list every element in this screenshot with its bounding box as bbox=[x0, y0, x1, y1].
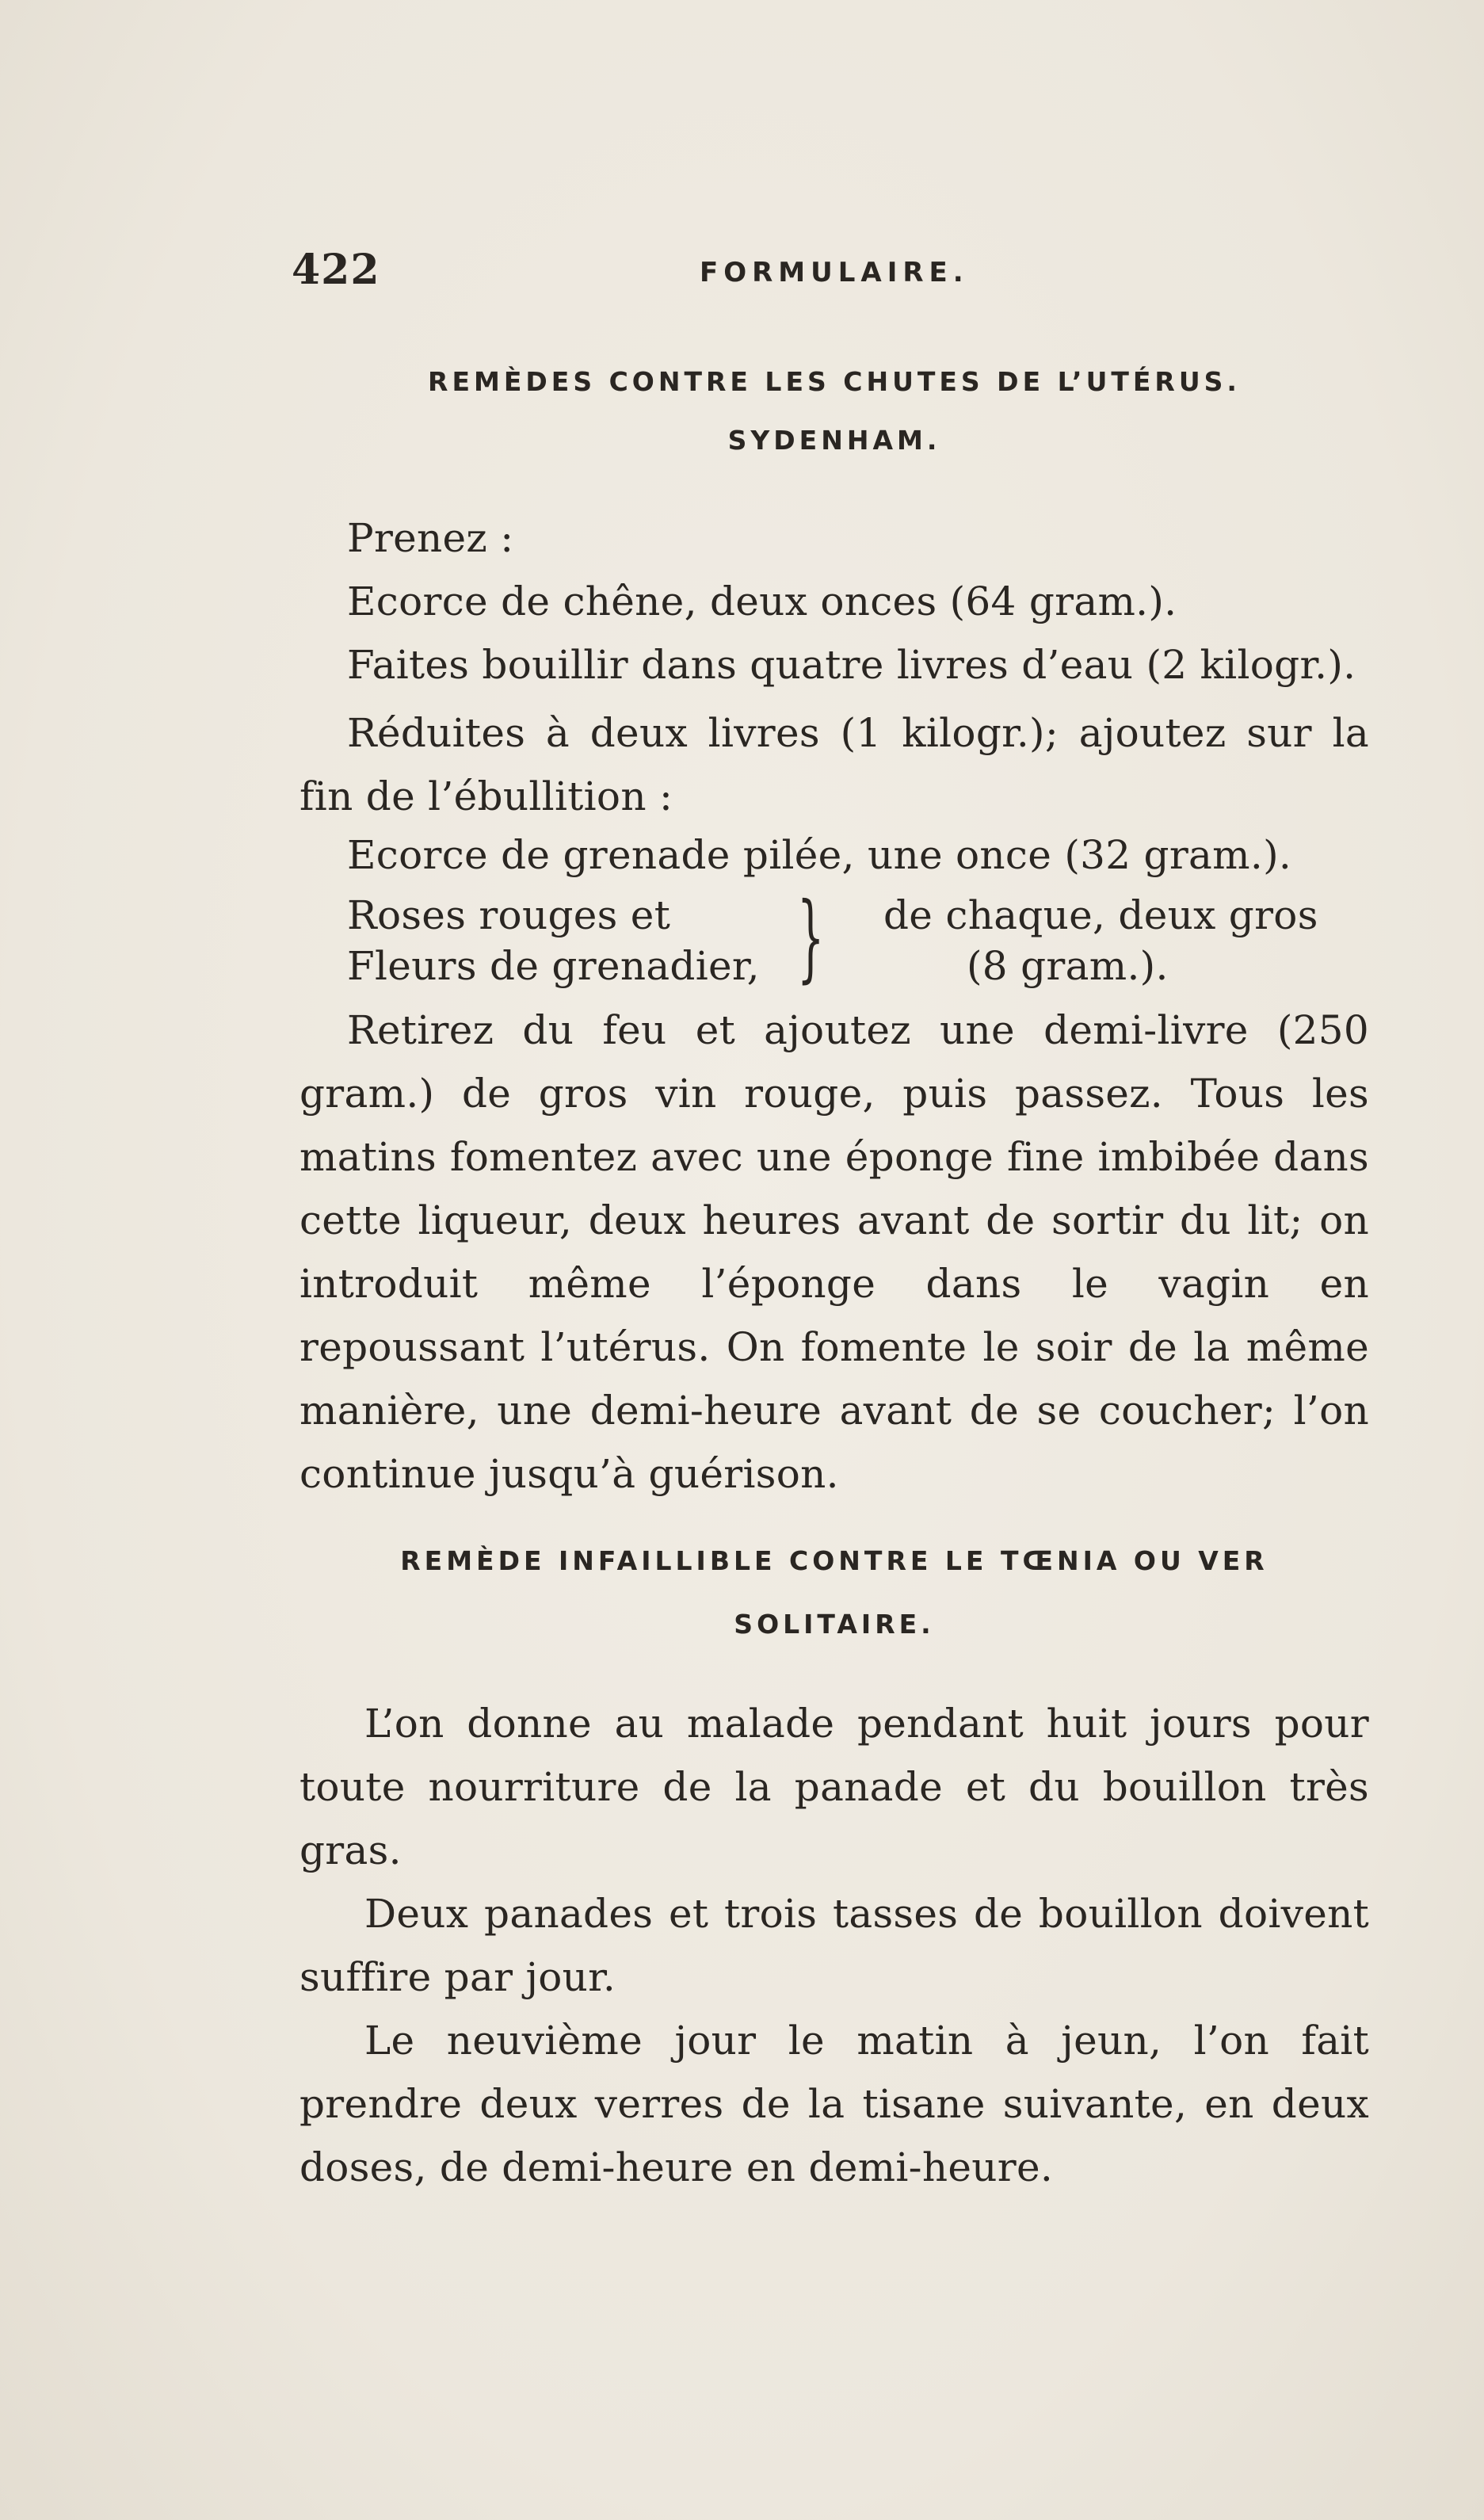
section-author: SYDENHAM. bbox=[727, 425, 941, 456]
paragraph-reduites: Réduites à deux livres (1 kilogr.); ajoutez sur la fin de l’ébullition : bbox=[299, 710, 1369, 819]
running-head: FORMULAIRE. bbox=[700, 257, 969, 288]
recipe-line-ecorce: Ecorce de chêne, deux onces (64 gram.). bbox=[347, 578, 1177, 624]
recipe-line-fleurs: Fleurs de grenadier, bbox=[347, 943, 760, 989]
brace-symbol: } bbox=[797, 883, 825, 993]
page-number: 422 bbox=[292, 246, 380, 294]
page-header bbox=[292, 246, 1226, 309]
paragraph-retirez: Retirez du feu et ajoutez une demi-livre (250 gram.) de gros vin rouge, puis passez. Tous les matins fomentez avec une éponge fine imbibée dans cette liqueur, deux heures avant de sortir du lit; on introduit même l’éponge dans le vagin en repoussant l’utérus. On fomente le soir de la même manière, une demi-heure avant de se coucher; l’on continue jusqu’à guérison. bbox=[299, 1007, 1369, 1497]
recipe-line-roses: Roses rouges et bbox=[347, 892, 671, 938]
section-title-taenia-cont: SOLITAIRE. bbox=[734, 1609, 935, 1640]
prenez-line: Prenez : bbox=[347, 515, 514, 561]
brace-note-line2: (8 gram.). bbox=[967, 943, 1169, 989]
section-title-taenia: REMÈDE INFAILLIBLE CONTRE LE TŒNIA OU VER bbox=[400, 1545, 1268, 1576]
recipe-line-faites: Faites bouillir dans quatre livres d’eau (2 kilogr.). bbox=[347, 642, 1356, 688]
paragraph-neuvieme-jour: Le neuvième jour le matin à jeun, l’on fait prendre deux verres de la tisane suivante, en deux doses, de demi-heure en demi-heure. bbox=[299, 2018, 1369, 2190]
paragraph-panade: L’on donne au malade pendant huit jours pour toute nourriture de la panade et du bouillon très gras. bbox=[299, 1701, 1369, 1873]
paragraph-deux-panades: Deux panades et trois tasses de bouillon doivent suffire par jour. bbox=[299, 1891, 1369, 2000]
section-title-uterus: REMÈDES CONTRE LES CHUTES DE L’UTÉRUS. bbox=[428, 366, 1241, 397]
brace-note-line1: de chaque, deux gros bbox=[883, 892, 1318, 938]
recipe-line-grenade: Ecorce de grenade pilée, une once (32 gram.). bbox=[347, 832, 1292, 878]
